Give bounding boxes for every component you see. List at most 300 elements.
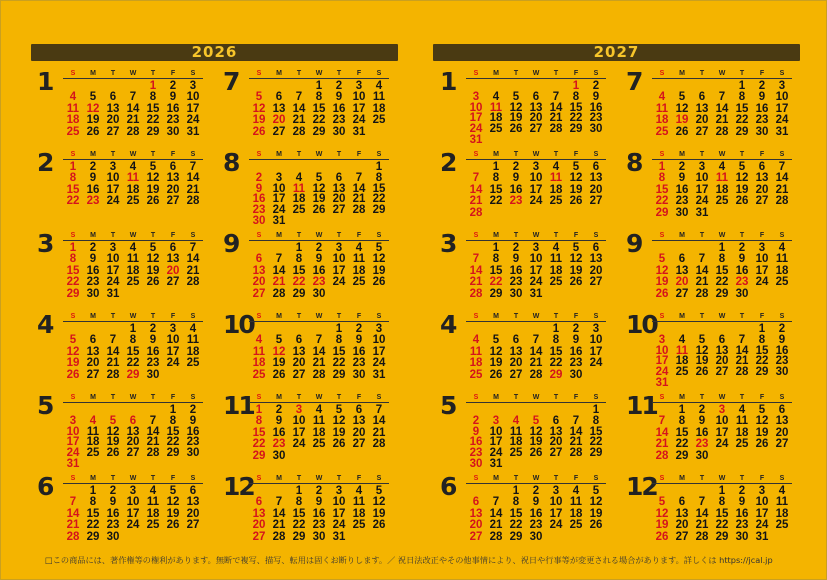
day-cell: 6	[698, 91, 706, 104]
day-cell: 20	[549, 436, 563, 449]
day-cell: 9	[89, 172, 97, 185]
day-cell: 29	[509, 530, 523, 543]
day-cell: 14	[469, 183, 483, 196]
day-cell: 22	[146, 114, 160, 127]
day-cell: 24	[529, 195, 543, 208]
day-cell: 30	[106, 530, 120, 543]
day-cell: 29	[372, 204, 386, 217]
weekday-label: T	[513, 70, 519, 77]
day-cell: 4	[355, 242, 363, 254]
day-cell: 17	[272, 193, 286, 206]
weekday-label: M	[276, 313, 282, 320]
weekday-label: T	[699, 313, 705, 320]
day-cell: 27	[675, 287, 689, 300]
day-cell: 5	[738, 161, 746, 173]
day-cell: 18	[126, 183, 140, 196]
weekday-label: M	[276, 394, 282, 401]
day-cell: 8	[149, 91, 157, 104]
day-cell: 16	[735, 264, 749, 277]
month-2027-10	[626, 310, 806, 389]
day-cell: 5	[572, 242, 580, 254]
day-cell: 22	[549, 357, 563, 370]
day-cell: 16	[272, 426, 286, 439]
day-cell: 12	[489, 345, 503, 358]
day-cell: 18	[292, 193, 306, 206]
day-cell: 22	[312, 114, 326, 127]
day-cell: 11	[569, 496, 583, 509]
day-cell: 21	[372, 426, 386, 439]
day-cell: 31	[372, 368, 386, 381]
weekday-label: T	[150, 70, 156, 77]
day-cell: 3	[778, 80, 786, 92]
day-cell: 7	[69, 496, 77, 509]
day-cell: 13	[272, 102, 286, 115]
month-number: 10	[626, 310, 657, 339]
day-cell: 25	[312, 438, 326, 451]
day-cell: 16	[755, 102, 769, 115]
day-cell: 9	[255, 182, 263, 195]
day-cell: 1	[315, 80, 323, 92]
day-cell: 7	[149, 414, 157, 427]
day-cells	[652, 241, 792, 300]
day-cell: 15	[372, 182, 386, 195]
day-cell: 6	[758, 161, 766, 173]
day-cell: 27	[86, 368, 100, 381]
day-cell: 2	[255, 171, 263, 184]
day-cell: 16	[252, 193, 266, 206]
day-cell: 25	[549, 276, 563, 289]
month-number: 1	[37, 67, 53, 96]
day-cell: 16	[312, 507, 326, 520]
day-cell: 7	[189, 161, 197, 173]
day-cell: 10	[529, 253, 543, 266]
day-cells	[249, 79, 389, 138]
day-cell: 24	[106, 195, 120, 208]
weekday-label: T	[110, 151, 116, 158]
weekday-label: F	[356, 475, 362, 482]
month-2026-3	[37, 231, 217, 301]
month-grid	[63, 393, 203, 470]
day-cell: 8	[492, 253, 500, 266]
day-cell: 28	[715, 125, 729, 138]
day-cell: 20	[469, 519, 483, 532]
month-grid	[63, 312, 203, 381]
day-cell: 4	[89, 414, 97, 427]
weekday-label: W	[315, 313, 323, 320]
day-cell: 11	[292, 182, 306, 195]
day-cell: 13	[166, 172, 180, 185]
day-cell: 4	[778, 485, 786, 497]
weekday-label: F	[759, 394, 765, 401]
day-cell: 9	[678, 172, 686, 185]
weekday-label: S	[473, 232, 479, 239]
day-cell: 29	[66, 287, 80, 300]
weekday-label: M	[679, 232, 685, 239]
weekday-label: W	[718, 475, 726, 482]
day-cell: 12	[272, 345, 286, 358]
weekday-label: W	[718, 394, 726, 401]
weekday-label: S	[779, 394, 785, 401]
day-cell: 2	[738, 485, 746, 497]
day-cell: 24	[352, 114, 366, 127]
day-cell: 28	[352, 204, 366, 217]
day-cell: 20	[589, 264, 603, 277]
day-cell: 2	[275, 404, 283, 416]
day-cell: 24	[655, 366, 669, 379]
day-cell: 21	[146, 436, 160, 449]
day-cell: 20	[715, 355, 729, 368]
day-cell: 26	[569, 276, 583, 289]
day-cell: 18	[489, 112, 503, 125]
day-cell: 20	[126, 436, 140, 449]
day-cell: 4	[552, 242, 560, 254]
day-cell: 9	[189, 414, 197, 427]
day-cell: 19	[372, 507, 386, 520]
weekday-label: F	[573, 232, 579, 239]
day-cell: 6	[295, 334, 303, 347]
month-2026-1	[37, 69, 217, 139]
day-cell: 15	[66, 183, 80, 196]
month-number: 7	[626, 67, 642, 96]
day-cell: 4	[375, 80, 383, 92]
day-cell: 19	[252, 114, 266, 127]
day-cell: 12	[106, 425, 120, 438]
day-cell: 16	[469, 436, 483, 449]
day-cell: 23	[775, 355, 789, 368]
day-cell: 14	[775, 172, 789, 185]
day-cell: 26	[735, 195, 749, 208]
day-cell: 10	[755, 496, 769, 509]
day-cell: 17	[589, 345, 603, 358]
day-cell: 2	[169, 80, 177, 92]
weekday-label: S	[659, 151, 665, 158]
day-cell: 26	[252, 125, 266, 138]
footer-note: □この商品には、著作権等の権利があります。無断で複写、描写、転用は固くお断りします。／ 祝日法改正やその他事情により、祝日や行事等が変更される場合があります。詳しくは https://jcal.jp	[45, 555, 773, 565]
day-cell: 5	[149, 242, 157, 254]
weekday-label: W	[129, 70, 137, 77]
weekday-label: S	[779, 313, 785, 320]
month-2026-6	[37, 474, 217, 544]
day-cell: 27	[695, 125, 709, 138]
day-cell: 9	[275, 415, 283, 428]
day-cell: 6	[512, 334, 520, 347]
day-cell: 12	[675, 102, 689, 115]
month-number: 11	[626, 391, 657, 420]
day-cell: 11	[146, 496, 160, 509]
day-cell: 8	[658, 172, 666, 185]
weekday-label: M	[276, 70, 282, 77]
day-cell: 17	[372, 345, 386, 358]
day-cell: 3	[335, 485, 343, 497]
day-cell: 26	[655, 287, 669, 300]
day-cell: 27	[252, 287, 266, 300]
day-cell: 10	[655, 344, 669, 357]
day-cell: 14	[292, 102, 306, 115]
day-cells	[249, 403, 389, 462]
day-cell: 15	[569, 101, 583, 114]
day-cell: 3	[472, 90, 480, 103]
day-cell: 5	[512, 90, 520, 103]
weekday-label: M	[276, 232, 282, 239]
day-cell: 3	[532, 161, 540, 173]
day-cell: 18	[469, 357, 483, 370]
day-cell: 16	[775, 344, 789, 357]
weekday-label: F	[170, 394, 176, 401]
day-cell: 17	[715, 426, 729, 439]
day-cell: 25	[66, 125, 80, 138]
day-cell: 7	[275, 253, 283, 266]
day-cell: 30	[775, 366, 789, 379]
weekday-label: T	[513, 151, 519, 158]
weekday-header	[63, 312, 203, 322]
weekday-label: W	[315, 394, 323, 401]
day-cell: 29	[146, 125, 160, 138]
day-cell: 20	[106, 114, 120, 127]
day-cell: 18	[735, 426, 749, 439]
weekday-label: F	[170, 151, 176, 158]
day-cell: 26	[655, 530, 669, 543]
day-cell: 11	[489, 101, 503, 114]
month-grid	[249, 150, 389, 227]
weekday-label: S	[190, 313, 196, 320]
day-cell: 21	[695, 519, 709, 532]
day-cell: 16	[735, 507, 749, 520]
day-cell: 16	[352, 345, 366, 358]
month-number: 5	[37, 391, 53, 420]
day-cell: 25	[715, 195, 729, 208]
day-cell: 12	[509, 101, 523, 114]
weekday-header	[63, 231, 203, 241]
day-cell: 3	[295, 404, 303, 416]
day-cell: 14	[372, 415, 386, 428]
day-cell: 12	[252, 102, 266, 115]
day-cell: 15	[489, 264, 503, 277]
day-cell: 27	[332, 204, 346, 217]
day-cell: 29	[332, 368, 346, 381]
month-grid	[652, 312, 792, 389]
day-cell: 13	[252, 264, 266, 277]
day-cell: 12	[589, 496, 603, 509]
weekday-label: M	[679, 475, 685, 482]
day-cell: 27	[509, 368, 523, 381]
day-cell: 24	[529, 276, 543, 289]
day-cell: 1	[295, 242, 303, 254]
day-cell: 22	[655, 195, 669, 208]
day-cell: 14	[186, 172, 200, 185]
day-cell: 11	[675, 344, 689, 357]
month-2026-7	[223, 69, 403, 139]
weekday-label: W	[532, 232, 540, 239]
day-cell: 8	[69, 253, 77, 266]
day-cell: 26	[166, 519, 180, 532]
day-cell: 10	[106, 253, 120, 266]
day-cell: 29	[292, 530, 306, 543]
month-number: 9	[223, 229, 239, 258]
weekday-label: S	[376, 232, 382, 239]
day-cell: 28	[106, 368, 120, 381]
day-cell: 30	[86, 287, 100, 300]
weekday-label: M	[493, 313, 499, 320]
day-cell: 25	[775, 276, 789, 289]
day-cell: 18	[372, 102, 386, 115]
day-cell: 12	[569, 253, 583, 266]
day-cell: 28	[126, 125, 140, 138]
day-cell: 13	[166, 253, 180, 266]
day-cell: 28	[469, 287, 483, 300]
day-cell: 23	[589, 112, 603, 125]
month-number: 8	[626, 148, 642, 177]
day-cell: 16	[332, 102, 346, 115]
weekday-label: T	[513, 313, 519, 320]
weekday-label: S	[779, 151, 785, 158]
weekday-label: W	[532, 394, 540, 401]
weekday-label: F	[573, 151, 579, 158]
day-cell: 4	[295, 171, 303, 184]
day-cell: 22	[489, 195, 503, 208]
day-cells	[63, 403, 203, 470]
month-number: 5	[440, 391, 456, 420]
day-cell: 8	[512, 496, 520, 509]
day-cell: 12	[312, 182, 326, 195]
day-cell: 25	[352, 276, 366, 289]
weekday-label: T	[296, 313, 302, 320]
day-cell: 26	[106, 447, 120, 460]
day-cell: 15	[292, 507, 306, 520]
day-cell: 22	[715, 276, 729, 289]
day-cell: 30	[146, 368, 160, 381]
day-cell: 3	[335, 242, 343, 254]
day-cell: 22	[252, 438, 266, 451]
day-cell: 30	[352, 368, 366, 381]
weekday-label: F	[356, 394, 362, 401]
day-cell: 13	[589, 253, 603, 266]
day-cell: 9	[592, 90, 600, 103]
day-cell: 18	[66, 114, 80, 127]
day-cell: 2	[472, 414, 480, 427]
day-cell: 26	[489, 368, 503, 381]
day-cell: 16	[146, 345, 160, 358]
day-cell: 14	[126, 102, 140, 115]
day-cell: 10	[332, 496, 346, 509]
day-cell: 2	[738, 242, 746, 254]
day-cell: 13	[86, 345, 100, 358]
day-cell: 6	[472, 496, 480, 509]
day-cell: 23	[106, 519, 120, 532]
day-cell: 8	[375, 171, 383, 184]
day-cell: 30	[755, 125, 769, 138]
day-cell: 12	[655, 264, 669, 277]
day-cell: 27	[715, 366, 729, 379]
day-cell: 6	[255, 253, 263, 266]
day-cell: 30	[735, 530, 749, 543]
day-cell: 14	[352, 182, 366, 195]
weekday-label: F	[170, 232, 176, 239]
day-cell: 22	[166, 436, 180, 449]
day-cell: 5	[658, 496, 666, 509]
day-cell: 29	[715, 287, 729, 300]
day-cell: 26	[529, 447, 543, 460]
day-cell: 2	[315, 485, 323, 497]
day-cell: 16	[166, 102, 180, 115]
weekday-label: W	[129, 475, 137, 482]
day-cell: 9	[315, 496, 323, 509]
day-cell: 17	[695, 183, 709, 196]
weekday-label: S	[190, 232, 196, 239]
day-cell: 8	[129, 334, 137, 347]
weekday-label: W	[532, 70, 540, 77]
day-cell: 15	[292, 264, 306, 277]
day-cell: 30	[675, 206, 689, 219]
day-cell: 29	[755, 366, 769, 379]
day-cell: 15	[86, 507, 100, 520]
day-cell: 31	[775, 125, 789, 138]
day-cell: 13	[106, 102, 120, 115]
day-cell: 15	[146, 102, 160, 115]
day-cell: 22	[372, 193, 386, 206]
day-cell: 9	[109, 496, 117, 509]
day-cells	[63, 79, 203, 138]
day-cell: 29	[126, 368, 140, 381]
day-cell: 20	[775, 426, 789, 439]
weekday-label: S	[593, 313, 599, 320]
day-cell: 8	[69, 172, 77, 185]
day-cell: 12	[755, 415, 769, 428]
day-cell: 7	[698, 496, 706, 509]
day-cell: 11	[66, 102, 80, 115]
day-cell: 19	[735, 183, 749, 196]
day-cell: 3	[698, 161, 706, 173]
day-cell: 24	[292, 438, 306, 451]
day-cell: 6	[355, 404, 363, 416]
day-cell: 19	[166, 507, 180, 520]
day-cell: 21	[272, 276, 286, 289]
day-cell: 1	[492, 161, 500, 173]
weekday-label: S	[256, 394, 262, 401]
weekday-label: S	[473, 313, 479, 320]
day-cell: 30	[695, 449, 709, 462]
day-cell: 20	[272, 114, 286, 127]
day-cell: 5	[275, 334, 283, 347]
day-cell: 4	[658, 91, 666, 104]
day-cell: 17	[186, 102, 200, 115]
day-cell: 2	[592, 80, 600, 92]
day-cell: 8	[572, 90, 580, 103]
day-cell: 27	[292, 368, 306, 381]
month-2027-1	[440, 67, 620, 146]
day-cell: 3	[109, 242, 117, 254]
day-cell: 3	[189, 80, 197, 92]
month-number: 1	[440, 67, 456, 96]
day-cell: 3	[532, 242, 540, 254]
day-cell: 25	[186, 357, 200, 370]
day-cell: 21	[775, 183, 789, 196]
day-cell: 21	[126, 114, 140, 127]
day-cell: 21	[549, 112, 563, 125]
day-cell: 13	[675, 264, 689, 277]
day-cell: 24	[715, 438, 729, 451]
day-cell: 22	[292, 519, 306, 532]
day-cell: 6	[189, 485, 197, 497]
day-cell: 23	[735, 276, 749, 289]
month-grid	[652, 69, 792, 138]
day-cell: 8	[315, 91, 323, 104]
day-cell: 25	[372, 114, 386, 127]
weekday-label: F	[356, 313, 362, 320]
weekday-label: T	[553, 313, 559, 320]
day-cell: 20	[166, 264, 180, 277]
day-cell: 27	[106, 125, 120, 138]
day-cell: 28	[312, 368, 326, 381]
